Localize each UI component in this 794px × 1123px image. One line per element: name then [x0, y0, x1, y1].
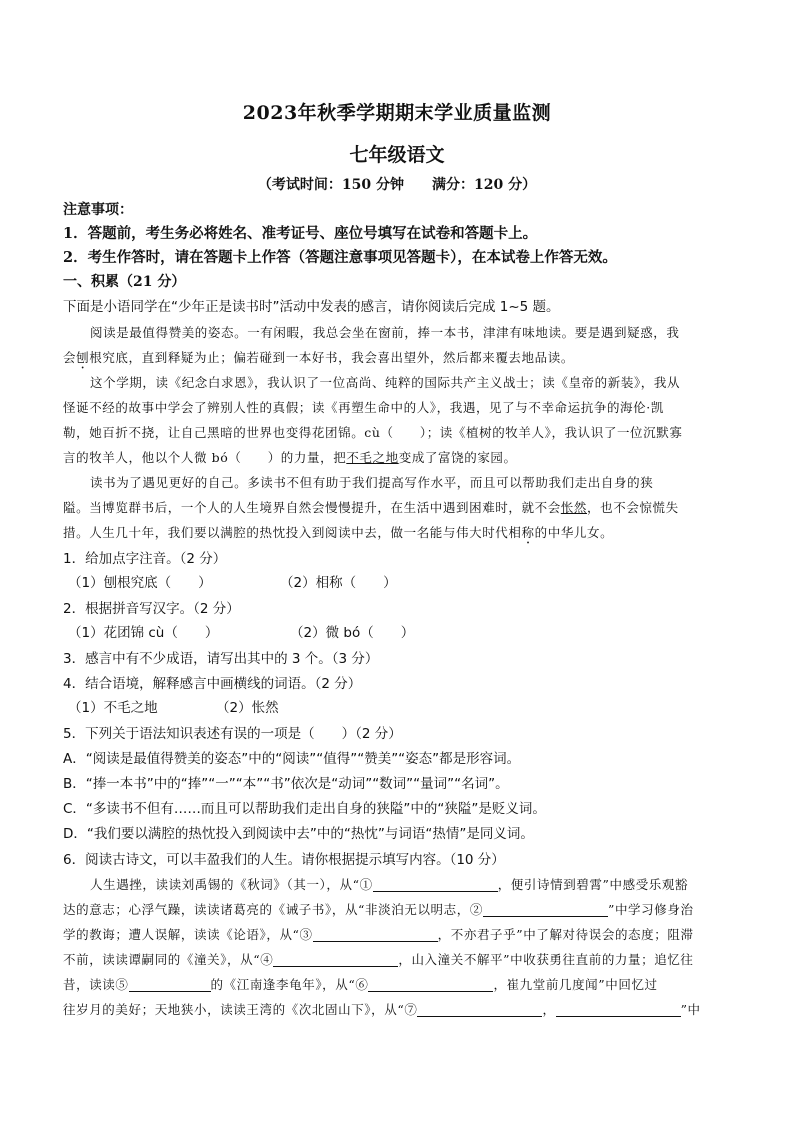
passage-line: 读书为了遇见更好的自己。多读书不但有助于我们提高写作水平，而且可以帮助我们走出自身的狭	[90, 475, 654, 490]
answer-blank[interactable]	[556, 1002, 681, 1017]
question-5-option-d: D．“我们要以满腔的热忱投入到阅读中去”中的“热忱”与词语“热情”是同义词。	[63, 826, 534, 842]
answer-blank[interactable]	[373, 877, 498, 892]
underlined-word: 怅然	[560, 500, 588, 515]
poem-line: 学的教诲；遭人误解，读读《论语》，从“③ ，不亦君子乎”中了解对待误会的态度；阻滞	[63, 927, 694, 942]
question-1-item-2: （2）相称（ ）	[280, 575, 397, 591]
passage-line: 措。人生几十年，我们要以满腔的热忱投入到阅读中去，做一名能与伟大时代相称的中华儿女。	[63, 525, 614, 540]
poem-line: 不前，读读谭嗣同的《潼关》，从“④ ，山入潼关不解平”中收获勇往直前的力量；追忆往	[63, 952, 694, 967]
poem-line: 往岁月的美好；天地狭小，读读王湾的《次北固山下》，从“⑦ ， ”中	[63, 1002, 701, 1017]
section-1-intro: 下面是小语同学在“少年正是读书时”活动中发表的感言，请你阅读后完成 1~5 题。	[63, 299, 560, 315]
question-2: 2．根据拼音写汉字。（2 分）	[63, 601, 240, 617]
question-5-option-c: C．“多读书不但有……而且可以帮助我们走出自身的狭隘”中的“狭隘”是贬义词。	[63, 801, 546, 817]
question-4-item-2: （2）怅然	[216, 700, 279, 716]
question-2-item-2: （2）微 bó（ ）	[290, 625, 415, 641]
question-1: 1．给加点字注音。（2 分）	[63, 551, 227, 567]
poem-line: 昔，读读⑤ 的《江南逢李龟年》，从“⑥ ，崔九堂前几度闻”中回忆过	[63, 977, 658, 992]
answer-blank[interactable]	[483, 902, 608, 917]
passage-line: 言的牧羊人，他以个人微 bó（ ）的力量，把不毛之地变成了富饶的家园。	[63, 450, 517, 465]
question-2-item-1: （1）花团锦 cù（ ）	[68, 625, 219, 641]
question-4-item-1: （1）不毛之地	[68, 700, 158, 716]
exam-subject: 七年级语文	[349, 144, 445, 166]
dotted-char: 称	[521, 525, 535, 540]
note-2: 2．考生作答时，请在答题卡上作答（答题注意事项见答题卡），在本试卷上作答无效。	[63, 249, 617, 266]
passage-line: 勒，她百折不挠，让自己黑暗的世界也变得花团锦。cù（ ）；读《植树的牧羊人》，我认识了一位沉默寡	[63, 425, 683, 440]
passage-line: 隘。当博览群书后，一个人的人生境界自然会慢慢提升，在生活中遇到困难时，就不会怅然，也不会惊慌失	[63, 500, 679, 515]
passage-line: 会刨根究底，直到释疑为止；偏若碰到一本好书，我会喜出望外，然后都来覆去地品读。	[63, 350, 574, 365]
answer-blank[interactable]	[129, 977, 211, 992]
answer-blank[interactable]	[273, 952, 398, 967]
passage-line: 怪诞不经的故事中学会了辨别人性的真假；读《再塑生命中的人》，我遇，见了与不幸命运抗争的海伦·凯	[63, 400, 664, 415]
poem-line: 达的意志；心浮气躁，读读诸葛亮的《诫子书》，从“非淡泊无以明志，② ”中学习修身治	[63, 902, 694, 917]
answer-blank[interactable]	[417, 1002, 542, 1017]
question-5-option-b: B．“捧一本书”中的“捧”“一”“本”“书”依次是“动词”“数词”“量词”“名词”。	[63, 776, 509, 792]
question-3: 3．感言中有不少成语，请写出其中的 3 个。（3 分）	[63, 651, 379, 667]
answer-blank[interactable]	[313, 927, 438, 942]
passage-line: 这个学期，读《纪念白求恩》，我认识了一位高尚、纯粹的国际共产主义战士；读《皇帝的新装》，我从	[90, 375, 681, 390]
passage-line: 阅读是最值得赞美的姿态。一有闲暇，我总会坐在窗前，捧一本书，津津有味地读。要是遇到疑惑，我	[90, 325, 680, 340]
answer-blank[interactable]	[368, 977, 493, 992]
poem-line: 人生遇挫，读读刘禹锡的《秋词》（其一），从“① ，便引诗情到碧霄”中感受乐观豁	[90, 877, 689, 892]
exam-info: （考试时间：150 分钟 满分：120 分）	[257, 177, 537, 193]
question-6: 6．阅读古诗文，可以丰盈我们的人生。请你根据提示填写内容。（10 分）	[63, 852, 505, 868]
notes-heading: 注意事项：	[63, 202, 133, 218]
question-5-option-a: A．“阅读是最值得赞美的姿态”中的“阅读”“值得”“赞美”“姿态”都是形容词。	[63, 751, 521, 767]
question-1-item-1: （1）刨根究底（ ）	[68, 575, 212, 591]
dotted-char: 刨	[76, 350, 90, 365]
underlined-word: 不毛之地	[346, 450, 399, 465]
question-4: 4．结合语境，解释感言中画横线的词语。（2 分）	[63, 676, 362, 692]
question-5: 5．下列关于语法知识表述有误的一项是（ ）（2 分）	[63, 726, 402, 742]
note-1: 1．答题前，考生务必将姓名、准考证号、座位号填写在试卷和答题卡上。	[63, 225, 538, 242]
exam-title: 2023年秋季学期期末学业质量监测	[242, 102, 552, 124]
section-1-heading: 一、积累（21 分）	[63, 274, 186, 290]
